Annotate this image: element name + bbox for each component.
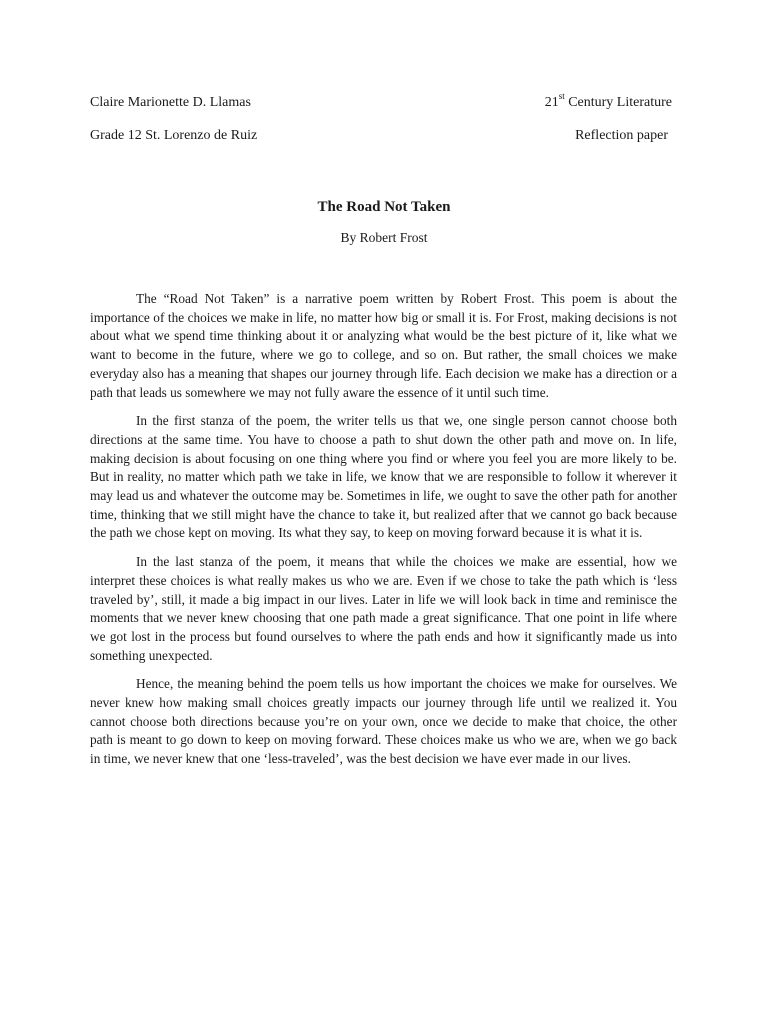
grade-section: Grade 12 St. Lorenzo de Ruiz [90, 128, 258, 143]
header-row-2 [90, 127, 672, 145]
course-number: 21 [544, 95, 559, 110]
course-name [544, 91, 672, 112]
document-title: The Road Not Taken [317, 199, 451, 215]
paper-type: Reflection paper [575, 128, 668, 143]
body-paragraph: The “Road Not Taken” is a narrative poem written by Robert Frost. This poem is about the importance of the choices we make in life, no matter how big or small it is. For Frost, making decisions is not about what we spend time thinking about it or analyzing what would be the best picture of it, like what we want to become in the future, where we go to college, and so on. But rather, the small choices we make everyday also has a meaning that shapes our journey through life. Each decision we make has a direction or a path that leads us somewhere we may not fully aware the essence of it until such time. [90, 291, 677, 400]
document-body [90, 290, 677, 769]
header-row-1 [90, 91, 672, 112]
document-byline: By Robert Frost [340, 230, 428, 245]
course-title: Century Literature [564, 95, 672, 110]
body-paragraph: In the first stanza of the poem, the writer tells us that we, one single person cannot choose both directions at the same time. You have to choose a path to shut down the other path and move on. In life, making decision is about focusing on one thing where you find or where you feel you are more likely to be. But in reality, no matter which path we take in life, we know that we are responsible to follow it wherever it may lead us and whatever the outcome may be. Sometimes in life, we ought to save the other path for another time, thinking that we still might have the chance to take it, but realized after that we cannot go back because the path we chose kept on moving. Its what they say, to keep on moving forward because it is what it is. [90, 413, 677, 541]
body-paragraph: In the last stanza of the poem, it means that while the choices we make are essential, how we interpret these choices is what really makes us who we are. Even if we chose to take the path which is ‘less traveled by’, still, it made a big impact in our lives. Later in life we will look back in time and reminisce the moments that we never knew choosing that one path made a great significance. That one point in life where we got lost in the process but found ourselves to where the path ends and how it significantly made us into something unexpected. [90, 554, 677, 663]
author-name: Claire Marionette D. Llamas [90, 95, 251, 110]
body-paragraph: Hence, the meaning behind the poem tells us how important the choices we make for ourselves. We never knew how making small choices greatly impacts our journey through life until we realized it. You cannot choose both directions because you’re on your own, once we decide to make that choice, the other path is meant to go down to keep on moving forward. These choices make us who we are, when we go back in time, we never knew that one ‘less-traveled’, was the best decision we have ever made in our lives. [90, 676, 677, 767]
course-ordinal-suffix: st [558, 91, 565, 102]
